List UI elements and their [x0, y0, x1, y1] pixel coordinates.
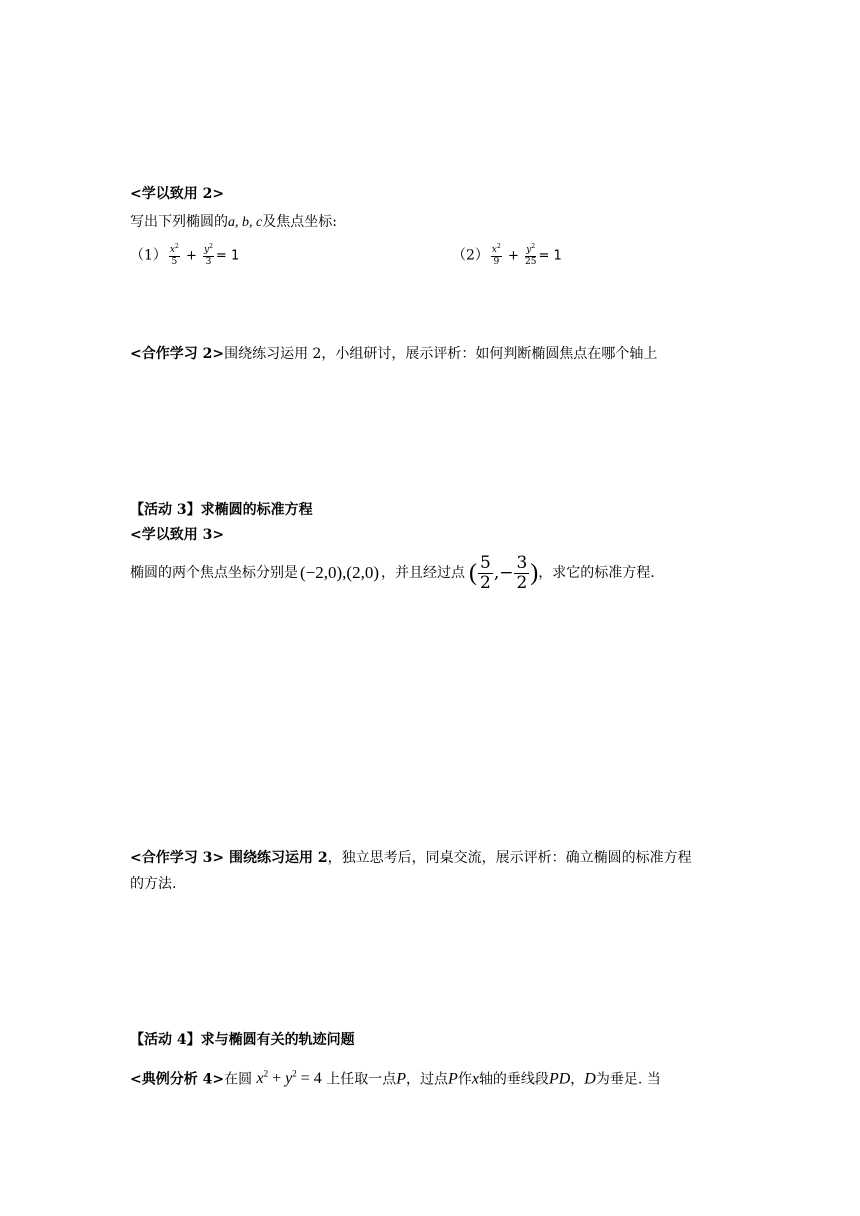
point-y-fraction: $\frac{3}{2}$ — [516, 552, 528, 593]
apply2-prompt-text: 写出下列椭圆的 — [130, 214, 228, 230]
coop2-heading: <合作学习 2> — [130, 346, 225, 362]
apply3-text-after: ，求它的标准方程. — [538, 565, 655, 581]
example4-t6: ， — [570, 1071, 585, 1088]
eq2-y-fraction: $\frac{y^2}{25}$ — [525, 243, 537, 267]
apply2-vars: a, b, c — [228, 215, 263, 230]
apply2-prompt-tail: 及焦点坐标: — [262, 214, 337, 230]
eq2-x-fraction: $\frac{x^2}{9}$ — [491, 243, 501, 267]
activity4-title: 【活动 4】求与椭圆有关的轨迹问题 — [130, 1032, 355, 1048]
apply2-equation-2: （2） $\frac{x^2}{9}$ + $\frac{y^2}{25}$ = 1 — [452, 243, 562, 267]
coop3-heading: <合作学习 3> — [130, 850, 225, 866]
eq2-label: （2） — [452, 247, 489, 264]
example4-t3: ，过点 — [406, 1071, 449, 1088]
coop2-paragraph — [130, 344, 657, 364]
coop2-text: 围绕练习运用 2，小组研讨，展示评析：如何判断椭圆焦点在哪个轴上 — [224, 346, 658, 362]
apply2-heading: <学以致用 2> — [130, 186, 225, 202]
point-P-2: P — [448, 1070, 458, 1088]
eq1-x-fraction: $\frac{x^2}{5}$ — [169, 243, 179, 267]
activity3-title: 【活动 3】求椭圆的标准方程 — [130, 502, 313, 518]
example4-t1: 在圆 — [224, 1071, 253, 1088]
coop3-line-1 — [130, 848, 692, 868]
coop3-text-1: ，独立思考后，同桌交流，展示评析：确立椭圆的标准方程 — [327, 850, 692, 866]
eq1-rhs: = 1 — [215, 248, 240, 264]
example4-paragraph — [130, 1064, 661, 1092]
apply3-foci: (−2,0),(2,0) — [300, 563, 379, 582]
point-P: P — [396, 1070, 407, 1088]
apply2-equation-1: （1） $\frac{x^2}{5}$ + $\frac{y^2}{3}$ = 1 — [130, 243, 240, 267]
apply3-heading: <学以致用 3> — [130, 527, 225, 543]
point-D: D — [584, 1070, 596, 1088]
point-x-fraction: $\frac{5}{2}$ — [479, 552, 491, 593]
x-axis-var: x — [471, 1070, 479, 1088]
eq1-label: （1） — [130, 247, 167, 264]
circle-equation: $x^2 + y^2 = 4$ — [256, 1069, 322, 1088]
eq2-rhs: = 1 — [538, 248, 562, 264]
apply3-text-mid: ，并且经过点 — [380, 565, 465, 581]
example4-heading: <典例分析 4> — [130, 1071, 225, 1088]
segment-PD: PD — [548, 1070, 571, 1088]
coop3-heading-tail: 围绕练习运用 2 — [224, 850, 328, 866]
example4-t2: 上任取一点 — [326, 1071, 397, 1088]
eq1-y-fraction: $\frac{y^2}{3}$ — [204, 243, 213, 267]
apply3-text-before: 椭圆的两个焦点坐标分别是 — [130, 565, 298, 581]
apply2-prompt — [130, 212, 337, 233]
coop3-line-2: 的方法. — [130, 876, 177, 892]
example4-t5: 轴的垂线段 — [478, 1071, 549, 1088]
point-y-sign: − — [499, 563, 514, 583]
apply3-problem: 椭圆的两个焦点坐标分别是 (−2,0),(2,0) ，并且经过点 ( $\frac{5}{2}$ , − $\frac{3}{2}$ ) ，求它的标准方程. — [130, 552, 655, 593]
example4-t4: 作 — [457, 1071, 472, 1088]
example4-t7: 为垂足. 当 — [595, 1071, 661, 1088]
